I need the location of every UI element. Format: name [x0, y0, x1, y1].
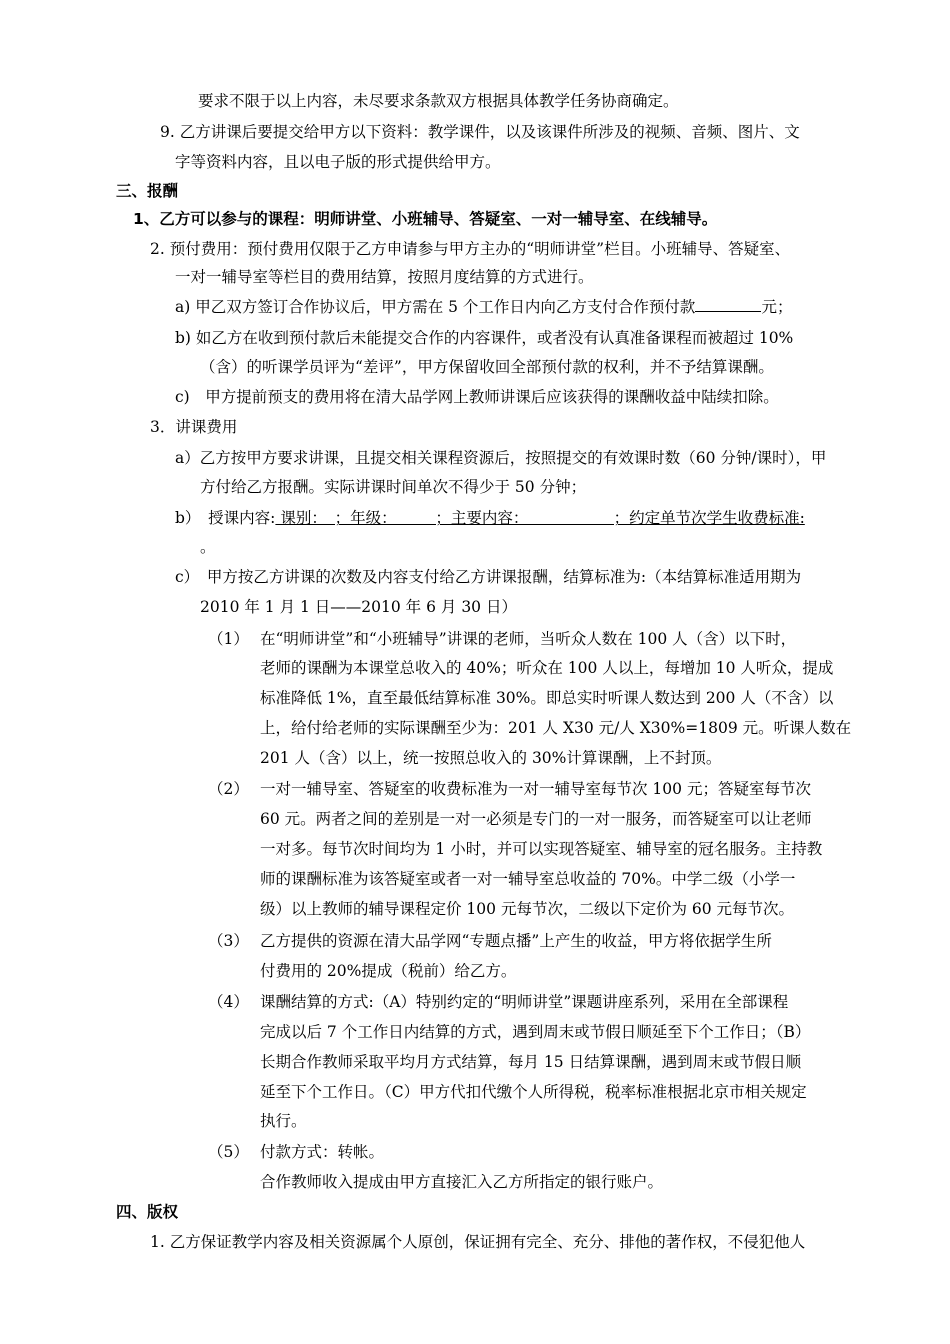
text-line: 乙方提供的资源在清大品学网“专题点播”上产生的收益，甲方将依据学生所 — [260, 932, 772, 950]
text-line: 课酬结算的方式:（A）特别约定的“明师讲堂”课题讲座系列，采用在全部课程 — [260, 993, 789, 1011]
text-segment: b） 授课内容: — [175, 509, 276, 527]
text-line: 一对一辅导室等栏目的费用结算，按照月度结算的方式进行。 — [175, 268, 594, 286]
text-line: 师的课酬标准为该答疑室或者一对一辅导室总收益的 70%。中学二级（小学一 — [260, 870, 796, 888]
text-line: 标准降低 1%，直至最低结算标准 30%。即总实时听课人数达到 200 人（不含）以 — [260, 689, 834, 707]
item-number: （1） — [208, 630, 249, 648]
text-line: 执行。 — [260, 1112, 307, 1130]
section-heading: 四、版权 — [116, 1203, 179, 1221]
text-line — [175, 296, 792, 318]
text-line: 3．讲课费用 — [150, 418, 238, 436]
text-line: 1、乙方可以参与的课程：明师讲堂、小班辅导、答疑室、一对一辅导室、在线辅导。 — [133, 210, 718, 228]
text-line: 一对一辅导室、答疑室的收费标准为一对一辅导室每节次 100 元；答疑室每节次 — [260, 780, 811, 798]
text-line: c) 甲方提前预支的费用将在清大品学网上教师讲课后应该获得的课酬收益中陆续扣除。 — [175, 388, 779, 406]
text-line: 老师的课酬为本课堂总收入的 40%；听众在 100 人以上，每增加 10 人听众，提成 — [260, 659, 834, 677]
text-line: 在“明师讲堂”和“小班辅导”讲课的老师，当听众人数在 100 人（含）以下时， — [260, 630, 797, 648]
section-heading: 三、报酬 — [116, 182, 179, 200]
text-segment: a) 甲乙双方签订合作协议后，甲方需在 5 个工作日内向乙方支付合作预付款 — [175, 298, 696, 316]
text-segment: 元； — [761, 298, 793, 316]
text-line: 完成以后 7 个工作日内结算的方式，遇到周末或节假日顺延至下个工作日；（B） — [260, 1023, 811, 1041]
fill-blank — [695, 296, 761, 312]
text-line: b) 如乙方在收到预付款后未能提交合作的内容课件，或者没有认真准备课程而被超过 10% — [175, 329, 794, 347]
text-line: 一对多。每节次时间均为 1 小时，并可以实现答疑室、辅导室的冠名服务。主持教 — [260, 840, 823, 858]
text-line: a）乙方按甲方要求讲课，且提交相关课程资源后，按照提交的有效课时数（60 分钟/课时），甲 — [175, 449, 827, 467]
text-line: （含）的听课学员评为“差评”，甲方保留收回全部预付款的权利，并不予结算课酬。 — [200, 358, 774, 376]
text-line: 1. 乙方保证教学内容及相关资源属个人原创，保证拥有完全、充分、排他的著作权，不侵犯他人 — [150, 1233, 806, 1251]
item-number: （5） — [208, 1143, 249, 1161]
text-line: 要求不限于以上内容，未尽要求条款双方根据具体教学任务协商确定。 — [198, 92, 679, 110]
text-line: 201 人（含）以上，统一按照总收入的 30%计算课酬，上不封顶。 — [260, 749, 722, 767]
text-line: 2010 年 1 月 1 日——2010 年 6 月 30 日） — [200, 598, 517, 616]
text-line: 2. 预付费用：预付费用仅限于乙方申请参与甲方主办的“明师讲堂”栏目。小班辅导、答疑室、 — [150, 240, 791, 258]
text-line: 字等资料内容，且以电子版的形式提供给甲方。 — [175, 153, 501, 171]
text-line: c） 甲方按乙方讲课的次数及内容支付给乙方讲课报酬，结算标准为:（本结算标准适用期为 — [175, 568, 802, 586]
item-number: （2） — [208, 780, 249, 798]
text-line: 级）以上教师的辅导课程定价 100 元每节次，二级以下定价为 60 元每节次。 — [260, 900, 795, 918]
text-line: 付费用的 20%提成（税前）给乙方。 — [260, 962, 517, 980]
text-line: 上，给付给老师的实际课酬至少为：201 人 X30 元/人 X30%=1809 元。听课人数在 — [260, 719, 852, 737]
text-line — [175, 507, 805, 529]
text-line: 。 — [200, 538, 216, 556]
underlined-fields: 课别： ；年级： ；主要内容： ；约定单节次学生收费标准: — [275, 509, 805, 527]
text-line: 付款方式：转帐。 — [260, 1143, 385, 1161]
text-line: 9. 乙方讲课后要提交给甲方以下资料：教学课件，以及该课件所涉及的视频、音频、图片、文 — [160, 123, 800, 141]
item-number: （3） — [208, 932, 249, 950]
text-line: 方付给乙方报酬。实际讲课时间单次不得少于 50 分钟； — [200, 478, 587, 496]
text-line: 合作教师收入提成由甲方直接汇入乙方所指定的银行账户。 — [260, 1173, 664, 1191]
text-line: 60 元。两者之间的差别是一对一必须是专门的一对一服务，而答疑室可以让老师 — [260, 810, 812, 828]
item-number: （4） — [208, 993, 249, 1011]
text-line: 延至下个工作日。（C）甲方代扣代缴个人所得税，税率标准根据北京市相关规定 — [260, 1083, 807, 1101]
text-line: 长期合作教师采取平均月方式结算，每月 15 日结算课酬，遇到周末或节假日顺 — [260, 1053, 802, 1071]
